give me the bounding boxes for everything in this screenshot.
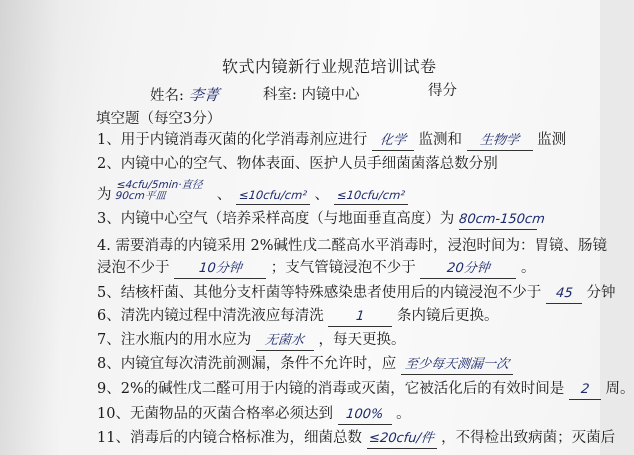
section-heading: 填空题（每空3分）	[96, 111, 222, 127]
q8-text: 8、内镜宜每次清洗前测漏，条件不允许时，应	[97, 356, 397, 372]
q1-answer-2: 生物学	[479, 133, 520, 148]
q4-end: 。	[520, 260, 536, 276]
name-field	[150, 86, 219, 105]
q10-text-a: 10、无菌物品的灭菌合格率必须达到	[97, 406, 333, 422]
question-5	[97, 284, 615, 304]
question-6	[97, 307, 498, 327]
question-8	[97, 355, 513, 375]
name-handwritten: 李菁	[187, 86, 220, 104]
q3-answer: 80cm-150cm	[458, 212, 546, 227]
name-label: 姓名:	[150, 88, 184, 104]
department-value: 内镜中心	[301, 87, 360, 103]
q4-answer-1: 10分钟	[198, 261, 243, 276]
question-2-line-1: 2、内镜中心的空气、物体表面、医护人员手细菌菌落总数分别	[97, 156, 498, 172]
q2-answer-2: ≤10cfu/cm²	[238, 188, 308, 202]
q6-text-b: 条内镜后更换。	[396, 308, 499, 324]
department-field	[263, 86, 360, 104]
q7-answer: 无菌水	[264, 333, 306, 348]
question-2-line-2	[97, 180, 408, 205]
q11-text-b: ，不得检出致病菌；灭菌后	[441, 430, 616, 446]
exam-title: 软式内镜新行业规范培训试卷	[222, 57, 437, 76]
question-11	[97, 429, 615, 449]
question-4-line-1: 4. 需要消毒的内镜采用 2%碱性戊二醛高水平消毒时，浸泡时间为：胃镜、肠镜	[97, 238, 608, 254]
q4-middle: ；支气管镜浸泡不少于	[270, 260, 416, 276]
q5-text-b: 分钟	[586, 285, 616, 301]
question-1	[97, 131, 566, 151]
q7-text-b: ，每天更换。	[318, 332, 406, 348]
q11-text-a: 11、消毒后的内镜合格标准为，细菌总数	[97, 430, 362, 446]
question-3	[97, 210, 546, 230]
q10-text-b: 。	[396, 406, 411, 422]
q4-answer-2: 20分钟	[446, 261, 491, 276]
q10-answer: 100%	[345, 407, 384, 422]
q11-answer: ≤20cfu/件	[368, 431, 435, 446]
q4-prefix: 浸泡不少于	[97, 260, 170, 276]
q1-text-c: 监测	[537, 132, 567, 148]
q2-answer-3: ≤10cfu/cm²	[335, 188, 406, 202]
q1-text-a: 1、用于内镜消毒灭菌的化学消毒剂应进行	[97, 132, 368, 148]
question-7	[97, 331, 405, 351]
q6-text-a: 6、清洗内镜过程中清洗液应每清洗	[97, 308, 324, 324]
q1-text-b: 监测和	[418, 132, 462, 148]
q8-answer: 至少每天测漏一次	[404, 357, 510, 372]
q2-answer-1: ≤4cfu/5min·直径90cm平皿	[114, 179, 204, 202]
q1-answer-1: 化学	[379, 133, 407, 148]
question-4-line-2	[97, 259, 535, 279]
q2-separator: 、	[216, 187, 232, 203]
q5-text-a: 5、结核杆菌、其他分支杆菌等特殊感染患者使用后的内镜浸泡不少于	[97, 285, 542, 301]
question-10	[97, 405, 411, 425]
q5-answer: 45	[554, 286, 573, 301]
q7-text-a: 7、注水瓶内的用水应为	[97, 332, 252, 348]
question-9	[97, 380, 634, 400]
q3-text: 3、内镜中心空气（培养采样高度（与地面垂直高度）为	[97, 211, 455, 227]
score-label: 得分	[428, 83, 457, 99]
q2-separator: 、	[314, 187, 329, 203]
q9-text-a: 9、2%的碱性戊二醛可用于内镜的消毒或灭菌，它被活化后的有效时间是	[97, 381, 565, 397]
q6-answer: 1	[355, 309, 366, 324]
department-label: 科室:	[263, 87, 297, 103]
q2-prefix: 为	[97, 187, 112, 203]
q9-answer: 2	[579, 382, 590, 397]
q9-text-b: 周。	[605, 381, 634, 397]
